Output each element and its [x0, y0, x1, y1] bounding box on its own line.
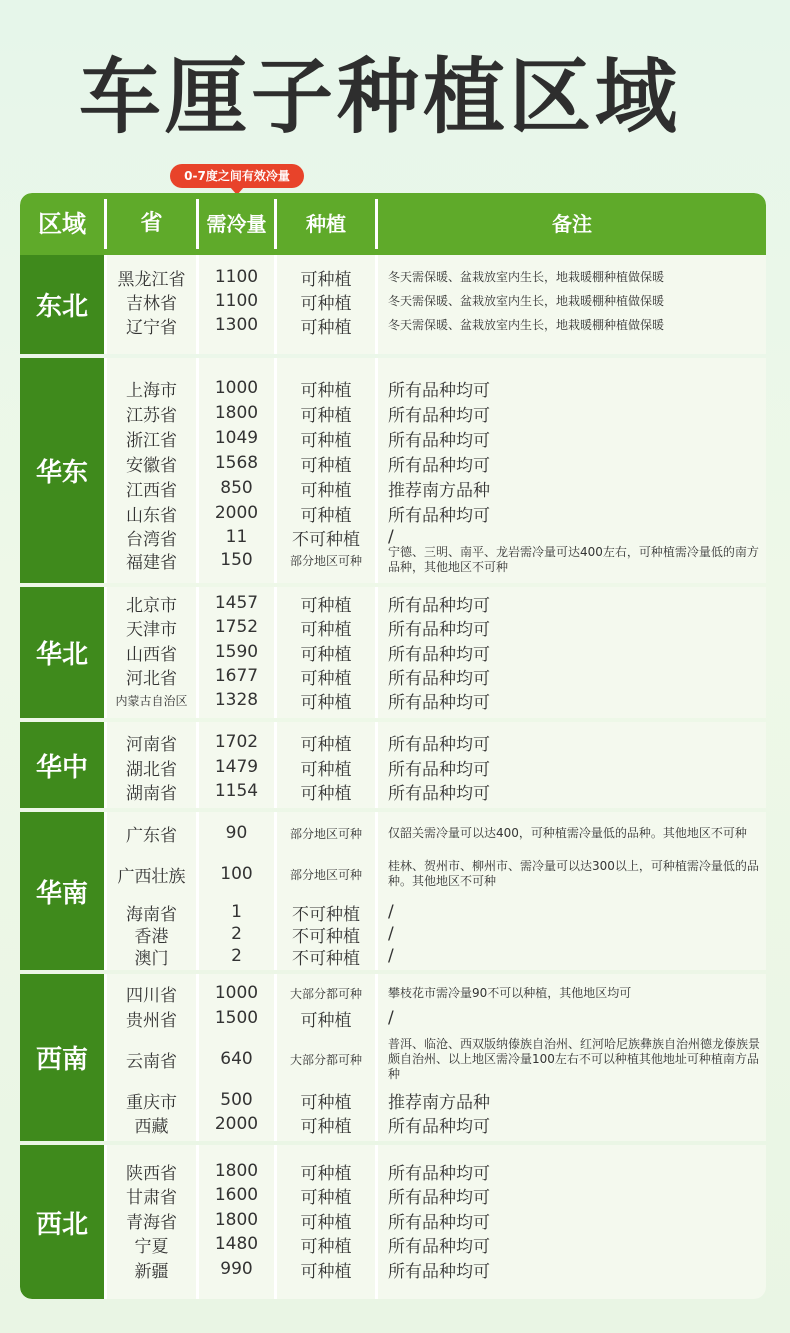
province-cell: 宁夏	[134, 1236, 169, 1257]
region-name: 华北	[20, 587, 104, 718]
province-cell: 陕西省	[126, 1163, 177, 1184]
chill-cell: 1457	[214, 593, 259, 613]
table-row	[104, 501, 766, 525]
chill-cell: 640	[220, 1049, 253, 1069]
table-header	[20, 193, 766, 255]
note-cell: 桂林、贺州市、柳州市、需冷量可以达300以上，可种植需冷量低的品种。其他地区不可种	[388, 859, 759, 888]
table-row	[104, 900, 766, 924]
plant-cell: 可种植	[300, 1261, 352, 1282]
plant-cell: 部分地区可种	[289, 553, 362, 568]
province-cell: 台湾省	[126, 529, 177, 550]
note-cell: 攀枝花市需冷量90不可以种植，其他地区均可	[388, 985, 632, 1000]
province-cell: 青海省	[126, 1212, 177, 1233]
province-cell: 福建省	[126, 552, 177, 573]
table-row	[104, 688, 766, 712]
table-row	[104, 1257, 766, 1281]
plant-cell: 可种植	[300, 783, 352, 804]
plant-cell: 可种植	[300, 644, 352, 665]
province-cell: 内蒙古自治区	[115, 693, 188, 708]
province-cell: 上海市	[126, 380, 177, 401]
province-cell: 澳门	[134, 948, 169, 969]
plant-cell: 不可种植	[292, 926, 360, 947]
chill-cell: 1479	[214, 757, 259, 777]
region-block	[20, 1145, 766, 1299]
note-cell: 所有品种均可	[388, 1187, 490, 1208]
plant-cell: 可种植	[300, 480, 352, 501]
chill-cell: 1600	[214, 1185, 259, 1205]
chill-cell: 1568	[214, 453, 259, 473]
plant-cell: 可种植	[300, 405, 352, 426]
province-cell: 湖北省	[126, 759, 177, 780]
note-cell: 所有品种均可	[388, 783, 490, 804]
note-cell: 所有品种均可	[388, 619, 490, 640]
plant-cell: 可种植	[300, 1163, 352, 1184]
note-cell: /	[388, 902, 394, 922]
note-cell: 所有品种均可	[388, 668, 490, 689]
table-row	[104, 476, 766, 500]
chill-note-badge: 0-7度之间有效冷量	[170, 164, 304, 188]
note-cell: 所有品种均可	[388, 405, 490, 426]
note-cell: 所有品种均可	[388, 1261, 490, 1282]
chill-cell: 1702	[214, 732, 259, 752]
plant-cell: 可种植	[300, 1116, 352, 1137]
table-row	[104, 730, 766, 754]
plant-cell: 可种植	[300, 734, 352, 755]
header-chill: 需冷量	[206, 212, 267, 236]
table-row	[104, 1030, 766, 1088]
header-note: 备注	[552, 212, 592, 236]
note-cell: 所有品种均可	[388, 759, 490, 780]
note-cell: 所有品种均可	[388, 455, 490, 476]
chill-cell: 150	[220, 550, 253, 570]
chill-cell: 1000	[214, 983, 259, 1003]
table-row	[104, 289, 766, 313]
note-cell: /	[388, 924, 394, 944]
province-cell: 甘肃省	[126, 1187, 177, 1208]
table-row	[104, 313, 766, 337]
province-cell: 四川省	[126, 985, 177, 1006]
table-row	[104, 1183, 766, 1207]
note-cell: 宁德、三明、南平、龙岩需冷量可达400左右，可种植需冷量低的南方品种，其他地区不可种	[388, 545, 759, 574]
province-cell: 新疆	[134, 1261, 169, 1282]
plant-cell: 可种植	[300, 595, 352, 616]
province-cell: 安徽省	[126, 455, 177, 476]
plant-cell: 可种植	[300, 759, 352, 780]
plant-cell: 部分地区可种	[289, 867, 362, 882]
region-block	[20, 358, 766, 583]
table-row	[104, 1208, 766, 1232]
province-cell: 山西省	[126, 644, 177, 665]
note-cell: 仅韶关需冷量可以达400，可种植需冷量低的品种。其他地区不可种	[388, 825, 747, 840]
plant-cell: 可种植	[300, 1212, 352, 1233]
region-name: 东北	[20, 255, 104, 354]
note-cell: 冬天需保暖、盆栽放室内生长，地栽暖棚种植做保暖	[388, 293, 665, 308]
chill-cell: 1000	[214, 378, 259, 398]
table-row	[104, 664, 766, 688]
province-cell: 天津市	[126, 619, 177, 640]
table-row	[104, 401, 766, 425]
plant-cell: 部分地区可种	[289, 826, 362, 841]
province-cell: 浙江省	[126, 430, 177, 451]
note-cell: 所有品种均可	[388, 692, 490, 713]
chill-cell: 90	[225, 823, 248, 843]
plant-cell: 可种植	[300, 668, 352, 689]
plant-cell: 可种植	[300, 505, 352, 526]
region-name: 华南	[20, 812, 104, 970]
province-cell: 江苏省	[126, 405, 177, 426]
table-row	[104, 640, 766, 664]
plant-cell: 不可种植	[292, 529, 360, 550]
table-row	[104, 426, 766, 450]
chill-cell: 11	[225, 527, 248, 547]
chill-cell: 1049	[214, 428, 259, 448]
table-row	[104, 265, 766, 289]
plant-cell: 不可种植	[292, 904, 360, 925]
note-cell: 所有品种均可	[388, 644, 490, 665]
province-cell: 广东省	[126, 825, 177, 846]
table-row	[104, 542, 766, 578]
chill-cell: 1480	[214, 1234, 259, 1254]
plant-cell: 可种植	[300, 1236, 352, 1257]
note-cell: 所有品种均可	[388, 1212, 490, 1233]
chill-cell: 2	[231, 924, 242, 944]
table-row	[104, 779, 766, 803]
province-cell: 黑龙江省	[117, 269, 186, 290]
table-row	[104, 591, 766, 615]
note-cell: 所有品种均可	[388, 505, 490, 526]
note-cell: 推荐南方品种	[388, 480, 490, 501]
note-cell: /	[388, 1008, 394, 1028]
region-block	[20, 255, 766, 354]
plant-cell: 可种植	[300, 293, 352, 314]
region-block	[20, 812, 766, 970]
plant-cell: 可种植	[300, 380, 352, 401]
plant-cell: 可种植	[300, 430, 352, 451]
province-cell: 江西省	[126, 480, 177, 501]
note-cell: 所有品种均可	[388, 1236, 490, 1257]
chill-cell: 1100	[214, 267, 259, 287]
plant-cell: 可种植	[300, 317, 352, 338]
note-cell: 所有品种均可	[388, 1116, 490, 1137]
chill-cell: 1500	[214, 1008, 259, 1028]
table-row	[104, 1159, 766, 1183]
chill-cell: 1590	[214, 642, 259, 662]
chill-cell: 1800	[214, 1161, 259, 1181]
province-cell: 湖南省	[126, 783, 177, 804]
plant-cell: 可种植	[300, 269, 352, 290]
table-row	[104, 1232, 766, 1256]
chill-cell: 2000	[214, 1114, 259, 1134]
chill-cell: 1677	[214, 666, 259, 686]
plant-cell: 可种植	[300, 455, 352, 476]
table-row	[104, 1112, 766, 1136]
note-cell: 所有品种均可	[388, 595, 490, 616]
province-cell: 海南省	[126, 904, 177, 925]
plant-cell: 可种植	[300, 1010, 352, 1031]
header-region: 区域	[38, 210, 86, 238]
header-plant: 种植	[306, 212, 346, 236]
plant-cell: 可种植	[300, 1092, 352, 1113]
chill-cell: 2	[231, 946, 242, 966]
province-cell: 河北省	[126, 668, 177, 689]
region-name: 西北	[20, 1145, 104, 1299]
chill-cell: 1	[231, 902, 242, 922]
table-row	[104, 816, 766, 850]
table-row	[104, 980, 766, 1006]
province-cell: 吉林省	[126, 293, 177, 314]
table-row	[104, 1088, 766, 1112]
region-block	[20, 722, 766, 808]
chill-cell: 1328	[214, 690, 259, 710]
table-row	[104, 944, 766, 968]
note-cell: 所有品种均可	[388, 430, 490, 451]
note-cell: 所有品种均可	[388, 380, 490, 401]
region-block	[20, 974, 766, 1141]
region-block	[20, 587, 766, 718]
note-cell: /	[388, 527, 394, 547]
province-cell: 香港	[134, 926, 169, 947]
province-cell: 云南省	[126, 1051, 177, 1072]
region-name: 华东	[20, 358, 104, 583]
plant-cell: 大部分都可种	[289, 1052, 362, 1067]
note-cell: 所有品种均可	[388, 734, 490, 755]
province-cell: 重庆市	[126, 1092, 177, 1113]
chill-cell: 1100	[214, 291, 259, 311]
note-cell: 普洱、临沧、西双版纳傣族自治州、红河哈尼族彝族自治州德龙傣族景颇自治州、以上地区需冷量100左右不可以种植其他地址可种植南方品种	[388, 1036, 761, 1081]
table-row	[104, 1007, 766, 1029]
chill-cell: 1300	[214, 315, 259, 335]
province-cell: 广西壮族	[117, 866, 186, 887]
note-cell: 冬天需保暖、盆栽放室内生长，地栽暖棚种植做保暖	[388, 269, 665, 284]
province-cell: 西藏	[134, 1116, 169, 1137]
plant-cell: 可种植	[300, 692, 352, 713]
plant-cell: 大部分都可种	[289, 986, 362, 1001]
chill-cell: 2000	[214, 503, 259, 523]
table-row	[104, 376, 766, 400]
table-row	[104, 854, 766, 894]
header-province: 省	[140, 211, 163, 236]
province-cell: 贵州省	[126, 1010, 177, 1031]
chill-cell: 1154	[214, 781, 259, 801]
province-cell: 辽宁省	[126, 317, 177, 338]
table-row	[104, 615, 766, 639]
note-cell: 推荐南方品种	[388, 1092, 490, 1113]
note-cell: /	[388, 946, 394, 966]
chill-cell: 1752	[214, 617, 259, 637]
chill-cell: 1800	[214, 1210, 259, 1230]
table-row	[104, 922, 766, 946]
page-title: 车厘子种植区域	[78, 50, 681, 145]
planting-region-table	[20, 193, 766, 1299]
region-name: 西南	[20, 974, 104, 1141]
table-row	[104, 755, 766, 779]
province-cell: 北京市	[126, 595, 177, 616]
note-cell: 冬天需保暖、盆栽放室内生长，地栽暖棚种植做保暖	[388, 317, 665, 332]
chill-cell: 1800	[214, 403, 259, 423]
chill-cell: 500	[220, 1090, 253, 1110]
region-name: 华中	[20, 722, 104, 808]
plant-cell: 可种植	[300, 1187, 352, 1208]
chill-cell: 990	[220, 1259, 253, 1279]
chill-cell: 100	[220, 864, 253, 884]
chill-cell: 850	[220, 478, 253, 498]
plant-cell: 不可种植	[292, 948, 360, 969]
table-row	[104, 451, 766, 475]
province-cell: 山东省	[126, 505, 177, 526]
province-cell: 河南省	[126, 734, 177, 755]
plant-cell: 可种植	[300, 619, 352, 640]
note-cell: 所有品种均可	[388, 1163, 490, 1184]
